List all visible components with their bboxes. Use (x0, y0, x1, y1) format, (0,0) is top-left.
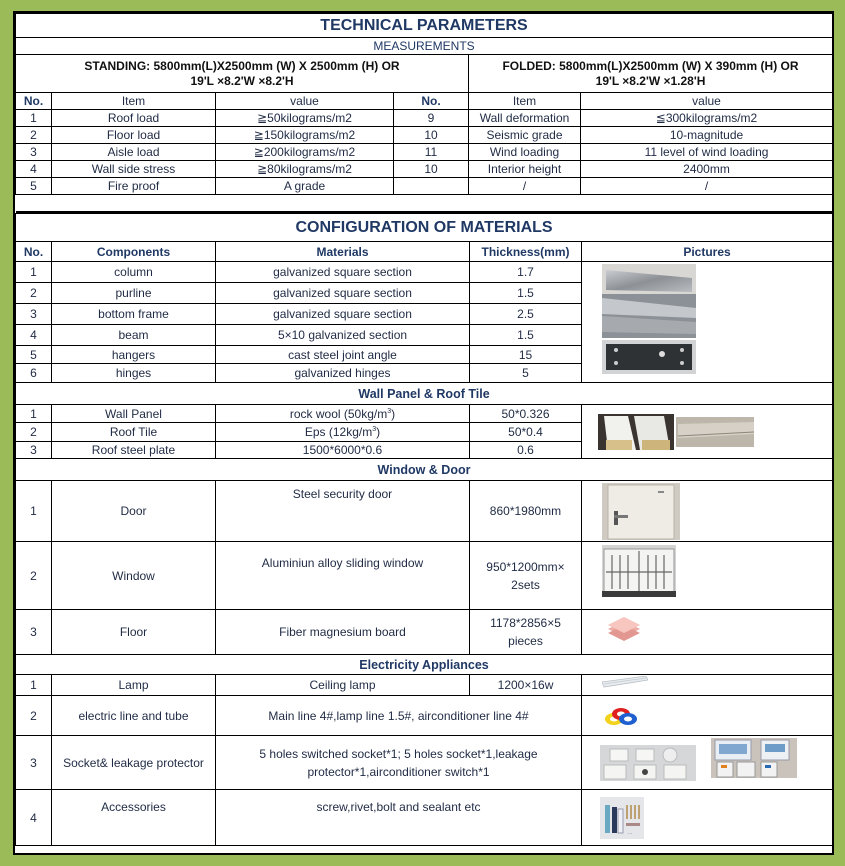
table-row (16, 542, 833, 610)
accessories-picture-cell (582, 790, 833, 846)
header-value: value (216, 93, 394, 110)
sandwich-panel-photo (598, 414, 758, 450)
row-thickness: 0.6 (470, 442, 582, 459)
row-no-2: 10 (394, 127, 469, 144)
table-row (16, 144, 833, 161)
row-no: 4 (16, 325, 52, 346)
row-material: Main line 4#,lamp line 1.5#, airconditioner line 4# (216, 696, 582, 736)
row-material: screw,rivet,bolt and sealant etc (216, 790, 582, 846)
lamp-picture-cell (582, 675, 833, 696)
electricity-section-heading: Electricity Appliances (16, 655, 833, 675)
row-component: electric line and tube (52, 696, 216, 736)
row-material: Aluminiun alloy sliding window (216, 542, 470, 610)
row-component: Accessories (52, 790, 216, 846)
row-material: galvanized square section (216, 262, 470, 283)
row-thickness: 1200×16w (470, 675, 582, 696)
row-component: Roof Tile (52, 423, 216, 442)
header-pictures: Pictures (582, 242, 833, 262)
row-no: 3 (16, 304, 52, 325)
table-row (16, 736, 833, 790)
row-value: A grade (216, 178, 394, 195)
table-row (16, 696, 833, 736)
table-row (16, 790, 833, 846)
frame-picture-cell (582, 262, 833, 383)
row-value-2: 10-magnitude (581, 127, 833, 144)
row-component: Lamp (52, 675, 216, 696)
row-no: 2 (16, 542, 52, 610)
lamp-photo (602, 676, 648, 688)
row-component: purline (52, 283, 216, 304)
row-value: ≧80kilograms/m2 (216, 161, 394, 178)
table-row (16, 178, 833, 195)
row-no: 2 (16, 696, 52, 736)
row-thickness: 50*0.4 (470, 423, 582, 442)
row-component: Window (52, 542, 216, 610)
standing-dimensions (16, 55, 469, 93)
table-row (16, 127, 833, 144)
header-thickness: Thickness(mm) (470, 242, 582, 262)
materials-header-row (16, 242, 833, 262)
row-thickness: 5 (470, 364, 582, 383)
table-row (16, 610, 833, 655)
cable-photo (604, 706, 638, 726)
row-no-2: 11 (394, 144, 469, 161)
row-no-2: 10 (394, 161, 469, 178)
row-value-2: ≦300kilograms/m2 (581, 110, 833, 127)
row-material: galvanized square section (216, 304, 470, 325)
measurements-label: MEASUREMENTS (16, 38, 833, 55)
row-component: hangers (52, 346, 216, 364)
table-row (16, 405, 833, 423)
row-thickness: 1.5 (470, 325, 582, 346)
floor-board-photo (606, 611, 642, 641)
table-row (16, 110, 833, 127)
technical-parameters-title: TECHNICAL PARAMETERS (16, 14, 833, 38)
row-component: hinges (52, 364, 216, 383)
row-value: ≧50kilograms/m2 (216, 110, 394, 127)
row-material: galvanized square section (216, 283, 470, 304)
row-no: 4 (16, 790, 52, 846)
leakage-protector-photo (711, 738, 797, 778)
row-thickness: 1.7 (470, 262, 582, 283)
row-value-2: / (581, 178, 833, 195)
accessories-photo (600, 797, 644, 839)
row-no: 1 (16, 405, 52, 423)
row-material: Eps $(12kg/m^3)$ (216, 423, 470, 442)
floor-picture-cell (582, 610, 833, 655)
row-no: 2 (16, 283, 52, 304)
row-component: column (52, 262, 216, 283)
wall-panel-section-heading: Wall Panel & Roof Tile (16, 383, 833, 405)
row-item-2: Wind loading (469, 144, 581, 161)
standing-metric: STANDING: 5800mm(L)X2500mm (W) X 2500mm (H) OR (84, 58, 400, 73)
row-thickness: 2.5 (470, 304, 582, 325)
wall-panel-picture-cell (582, 405, 833, 459)
materials-table (15, 213, 833, 846)
row-no: 2 (16, 423, 52, 442)
row-material: galvanized hinges (216, 364, 470, 383)
header-item: Item (52, 93, 216, 110)
materials-title: CONFIGURATION OF MATERIALS (16, 214, 833, 242)
cable-picture-cell (582, 696, 833, 736)
row-thickness: 15 (470, 346, 582, 364)
row-material: rock wool $(50kg/m^3)$ (216, 405, 470, 423)
row-no: 3 (16, 144, 52, 161)
row-component: Wall Panel (52, 405, 216, 423)
row-item-2: Wall deformation (469, 110, 581, 127)
row-material: cast steel joint angle (216, 346, 470, 364)
row-material: Fiber magnesium board (216, 610, 470, 655)
row-component: Roof steel plate (52, 442, 216, 459)
steel-frame-photo (602, 264, 696, 374)
row-value: ≧150kilograms/m2 (216, 127, 394, 144)
row-thickness: 1178*2856×5 pieces (470, 610, 582, 655)
row-material: 1500*6000*0.6 (216, 442, 470, 459)
folded-dimensions (469, 55, 833, 93)
row-item-2: / (469, 178, 581, 195)
row-material: 5 holes switched socket*1; 5 holes socket*1,leakage protector*1,airconditioner switch*1 (216, 736, 582, 790)
row-component: beam (52, 325, 216, 346)
header-value-2: value (581, 93, 833, 110)
row-component: bottom frame (52, 304, 216, 325)
row-no: 2 (16, 127, 52, 144)
socket-photo (600, 745, 696, 781)
row-no: 1 (16, 675, 52, 696)
row-material: Ceiling lamp (216, 675, 470, 696)
row-no: 4 (16, 161, 52, 178)
header-item-2: Item (469, 93, 581, 110)
row-thickness: 1.5 (470, 283, 582, 304)
window-door-section-heading: Window & Door (16, 459, 833, 481)
technical-header-row (16, 93, 833, 110)
row-thickness: 950*1200mm× 2sets (470, 542, 582, 610)
door-photo (602, 483, 680, 540)
row-no: 5 (16, 178, 52, 195)
row-item: Roof load (52, 110, 216, 127)
spacer-row (16, 195, 833, 213)
svg-text:···: ··· (628, 830, 632, 836)
row-component: Floor (52, 610, 216, 655)
table-row (16, 481, 833, 542)
folded-metric: FOLDED: 5800mm(L)X2500mm (W) X 390mm (H) OR (502, 58, 799, 73)
row-no: 3 (16, 736, 52, 790)
header-no: No. (16, 242, 52, 262)
spec-sheet (13, 11, 834, 855)
row-value-2: 11 level of wind loading (581, 144, 833, 161)
window-picture-cell (582, 542, 833, 610)
row-item: Aisle load (52, 144, 216, 161)
technical-parameters-table (15, 13, 833, 213)
row-thickness: 860*1980mm (470, 481, 582, 542)
row-no: 3 (16, 610, 52, 655)
row-item: Fire proof (52, 178, 216, 195)
row-value: ≧200kilograms/m2 (216, 144, 394, 161)
socket-picture-cell (582, 736, 833, 790)
table-row (16, 262, 833, 283)
header-components: Components (52, 242, 216, 262)
row-no: 6 (16, 364, 52, 383)
row-thickness: 50*0.326 (470, 405, 582, 423)
row-no: 1 (16, 481, 52, 542)
row-component: Door (52, 481, 216, 542)
row-item: Floor load (52, 127, 216, 144)
table-row (16, 675, 833, 696)
row-no: 1 (16, 110, 52, 127)
standing-imperial: 19'L ×8.2'W ×8.2'H (190, 73, 294, 88)
door-picture-cell (582, 481, 833, 542)
row-no-2: 9 (394, 110, 469, 127)
header-no-2: No. (394, 93, 469, 110)
row-no: 3 (16, 442, 52, 459)
row-value-2: 2400mm (581, 161, 833, 178)
row-no-2 (394, 178, 469, 195)
row-component: Socket& leakage protector (52, 736, 216, 790)
row-no: 1 (16, 262, 52, 283)
row-item: Wall side stress (52, 161, 216, 178)
header-no: No. (16, 93, 52, 110)
row-item-2: Interior height (469, 161, 581, 178)
row-no: 5 (16, 346, 52, 364)
folded-imperial: 19'L ×8.2'W ×1.28'H (595, 73, 706, 88)
row-material: Steel security door (216, 481, 470, 542)
window-photo (602, 545, 676, 597)
header-materials: Materials (216, 242, 470, 262)
table-row (16, 161, 833, 178)
row-item-2: Seismic grade (469, 127, 581, 144)
row-material: 5×10 galvanized section (216, 325, 470, 346)
